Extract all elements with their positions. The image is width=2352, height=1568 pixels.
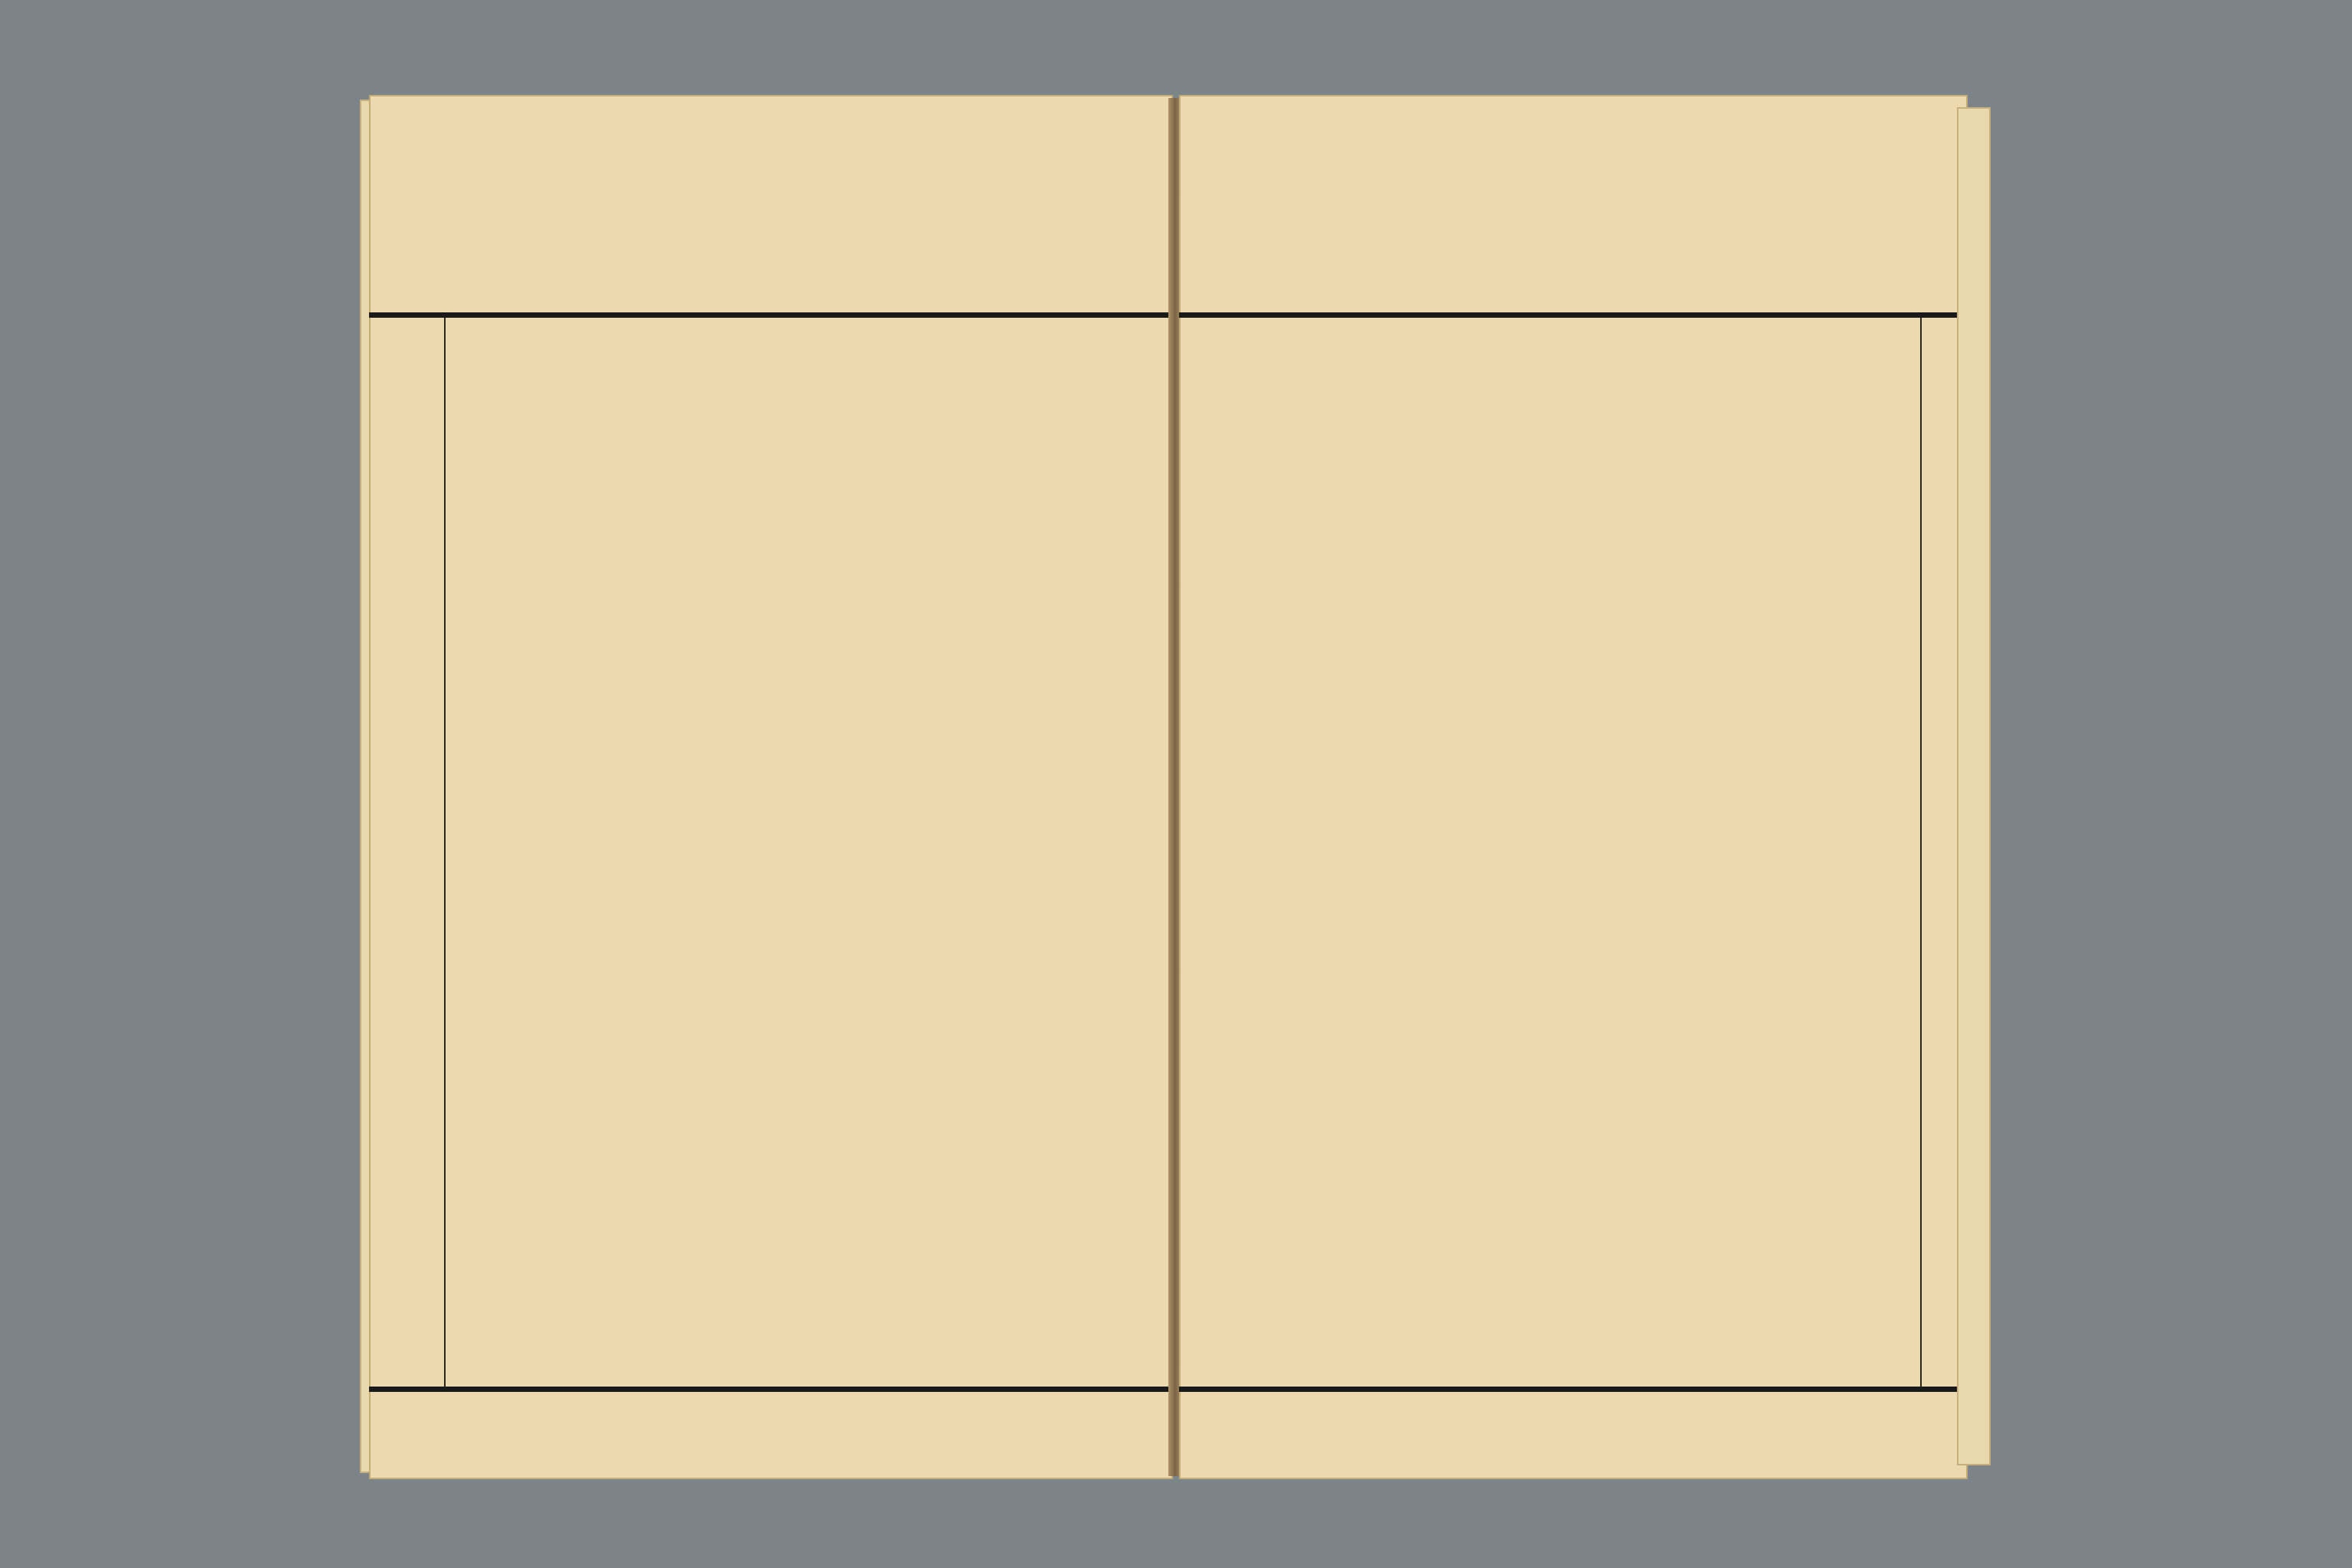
left-text-frame [369, 312, 1173, 1392]
left-column-2 [988, 325, 1049, 1373]
left-column-7 [536, 325, 597, 1373]
right-column-4 [1563, 325, 1625, 1373]
right-column-5 [1473, 325, 1534, 1373]
right-column-1 [1834, 325, 1896, 1373]
left-column-3 [897, 325, 959, 1373]
right-page [1179, 95, 1968, 1479]
right-column-2 [1744, 325, 1805, 1373]
left-column-8 [446, 325, 507, 1373]
left-text-block [432, 325, 1158, 1373]
right-column-8 [1202, 325, 1263, 1373]
right-fold-rule [1920, 318, 1922, 1387]
right-column-3 [1654, 325, 1715, 1373]
right-text-block [1194, 325, 1914, 1373]
left-column-6 [626, 325, 688, 1373]
right-column-7 [1292, 325, 1354, 1373]
right-column-6 [1383, 325, 1444, 1373]
left-column-5 [717, 325, 778, 1373]
left-page [369, 95, 1173, 1479]
right-page-edge [1957, 107, 1991, 1465]
left-column-4 [807, 325, 868, 1373]
right-text-frame [1179, 312, 1968, 1392]
left-column-1 [1078, 325, 1139, 1373]
